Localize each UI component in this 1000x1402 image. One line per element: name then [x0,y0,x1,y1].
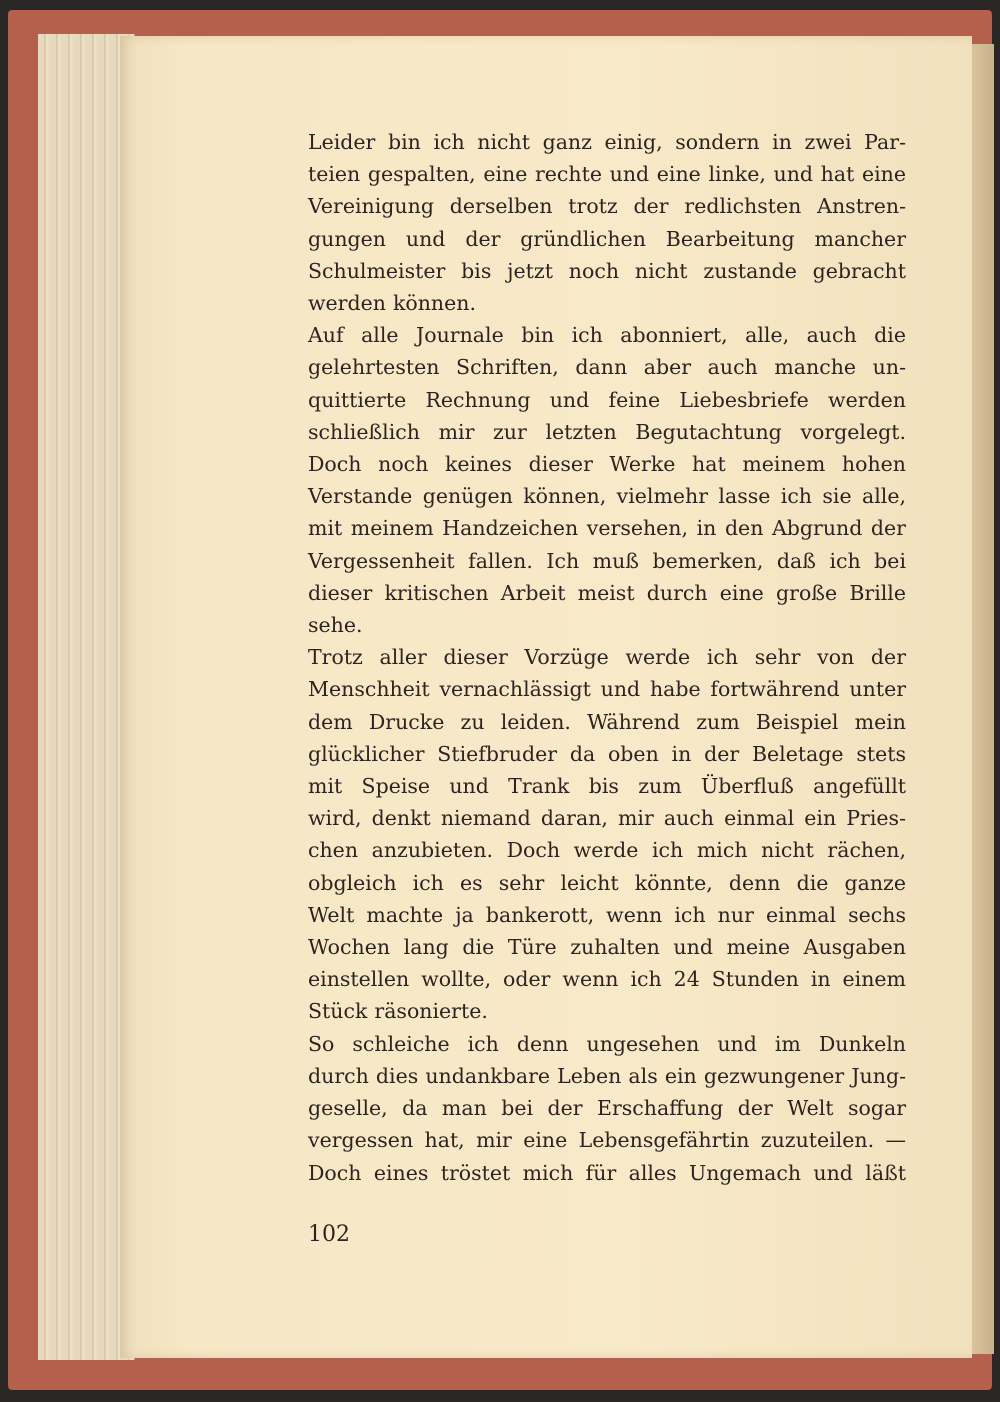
text-line: Menschheit vernachlässigt und habe fortwährend unter [308,677,906,702]
text-line: Schulmeister bis jetzt noch nicht zustande gebracht [308,258,906,283]
text-line: dem Drucke zu leiden. Während zum Beispiel mein [308,709,906,734]
text-line: Welt machte ja bankerott, wenn ich nur einmal sechs [308,902,906,927]
text-line: mit Speise und Trank bis zum Überfluß angefüllt [308,774,906,799]
text-line: Doch eines tröstet mich für alles Ungemach und läßt [308,1160,906,1185]
text-line: mit meinem Handzeichen versehen, in den Abgrund der [308,516,906,541]
text-line: wird, denkt niemand daran, mir auch einmal ein Pries- [308,806,906,831]
paragraph-2 [308,319,906,641]
text-line: gungen und der gründlichen Bearbeitung mancher [308,226,906,251]
text-line: dieser kritischen Arbeit meist durch eine große Brille [308,580,906,605]
text-line: Vergessenheit fallen. Ich muß bemerken, daß ich bei [308,548,906,573]
text-line: schließlich mir zur letzten Begutachtung vorgelegt. [308,419,906,444]
text-line: So schleiche ich denn ungesehen und im Dunkeln [308,1031,906,1056]
text-line: Vereinigung derselben trotz der redlichsten Anstren- [308,194,906,219]
text-line: Auf alle Journale bin ich abonniert, alle, auch die [308,323,906,348]
paragraph-1 [308,126,906,319]
text-line: Leider bin ich nicht ganz einig, sondern in zwei Par- [308,130,906,154]
text-line: teien gespalten, eine rechte und eine linke, und hat eine [308,162,906,187]
next-page-edge [970,44,994,1354]
text-line: Doch noch keines dieser Werke hat meinem hohen [308,452,906,477]
text-line: gelehrtesten Schriften, dann aber auch manche un- [308,355,906,380]
body-text [308,126,906,1189]
text-line: Verstande genügen können, vielmehr lasse ich sie alle, [308,484,906,509]
text-line: werden können. [308,291,476,316]
text-line: obgleich ich es sehr leicht könnte, denn die ganze [308,870,906,895]
text-line: durch dies undankbare Leben als ein gezwungener Jung- [308,1063,906,1088]
text-line: sehe. [308,613,363,638]
text-line: vergessen hat, mir eine Lebensgefährtin zuzuteilen. — [308,1128,906,1153]
paragraph-4 [308,1028,906,1189]
page-number: 102 [308,1222,350,1247]
text-line: Trotz aller dieser Vorzüge werde ich sehr von der [308,645,906,670]
text-line: glücklicher Stiefbruder da oben in der Beletage stets [308,741,906,766]
paragraph-3 [308,641,906,1027]
text-line: Stück räsonierte. [308,999,488,1024]
text-line: chen anzubieten. Doch werde ich mich nicht rächen, [308,838,906,863]
text-line: einstellen wollte, oder wenn ich 24 Stunden in einem [308,967,906,992]
text-line: geselle, da man bei der Erschaffung der Welt sogar [308,1096,906,1121]
text-line: quittierte Rechnung und feine Liebesbriefe werden [308,387,906,412]
text-line: Wochen lang die Türe zuhalten und meine Ausgaben [308,935,906,960]
